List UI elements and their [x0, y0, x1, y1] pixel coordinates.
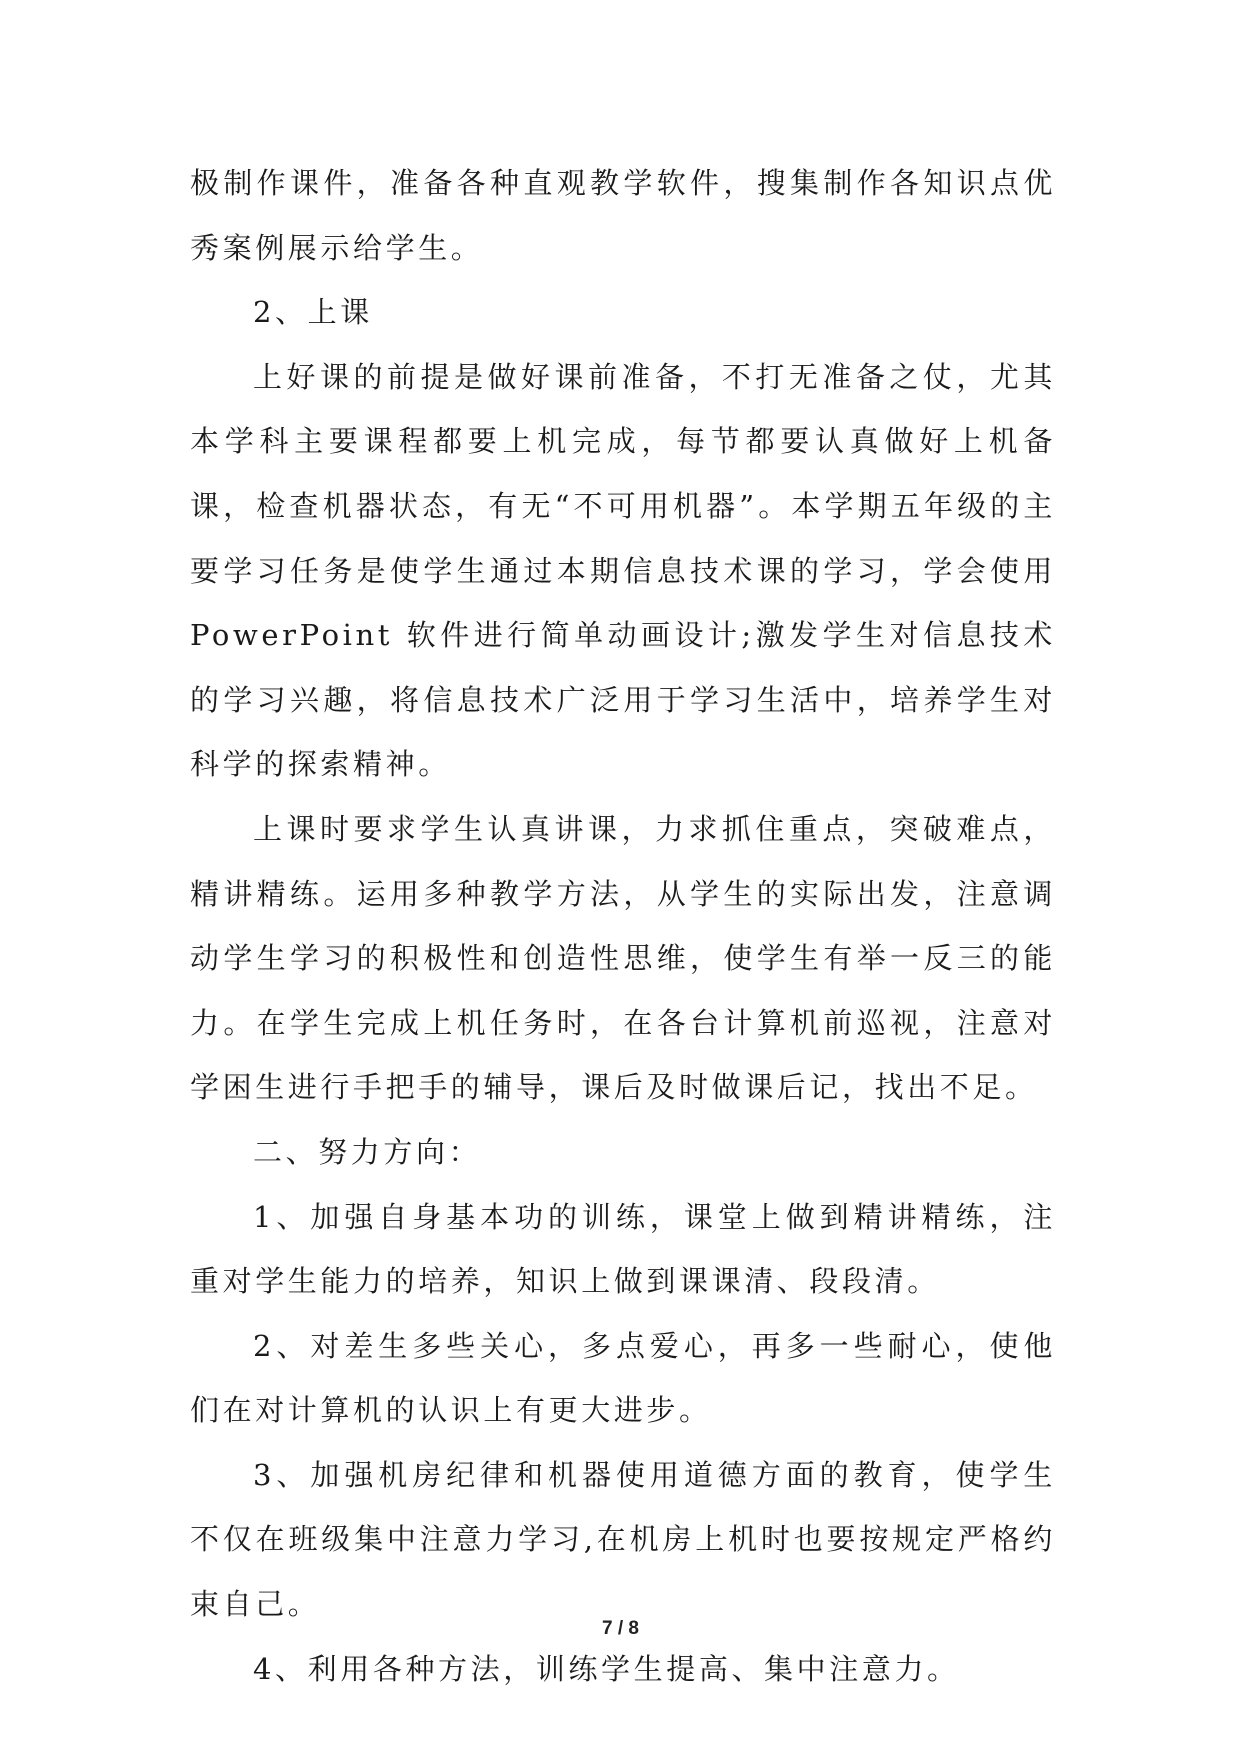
section-heading-class: 2、上课 [253, 295, 373, 330]
section-heading-direction: 二、努力方向： [253, 1134, 482, 1169]
list-item-3: 3、加强机房纪律和机器使用道德方面的教育，使学生不仅在班级集中注意力学习,在机房上机时也要按规定严格约束自己。 [190, 1457, 1056, 1622]
list-item-1: 1、加强自身基本功的训练，课堂上做到精讲精练，注重对学生能力的培养，知识上做到课课清、段段清。 [190, 1199, 1056, 1299]
paragraph-class-requirements: 上课时要求学生认真讲课，力求抓住重点，突破难点，精讲精练。运用多种教学方法，从学生的实际出发，注意调动学生学习的积极性和创造性思维，使学生有举一反三的能力。在学生完成上机任务时，在各台计算机前巡视，注意对学困生进行手把手的辅导，课后及时做课后记，找出不足。 [190, 811, 1056, 1105]
paragraph-class-preparation: 上好课的前提是做好课前准备，不打无准备之仗，尤其本学科主要课程都要上机完成，每节都要认真做好上机备课，检查机器状态，有无“不可用机器”。本学期五年级的主要学习任务是使学生通过本期信息技术课的学习，学会使用 PowerPoint 软件进行简单动画设计;激发学生对信息技术的学习兴趣，将信息技术广泛用于学习生活中，培养学生对科学的探索精神。 [190, 359, 1056, 782]
page-number: 7 / 8 [602, 1618, 639, 1639]
list-item-4: 4、利用各种方法，训练学生提高、集中注意力。 [253, 1651, 960, 1686]
document-body [190, 151, 1056, 1701]
paragraph-continuation: 极制作课件，准备各种直观教学软件，搜集制作各知识点优秀案例展示给学生。 [190, 166, 1056, 265]
list-item-2: 2、对差生多些关心，多点爱心，再多一些耐心，使他们在对计算机的认识上有更大进步。 [190, 1328, 1056, 1428]
